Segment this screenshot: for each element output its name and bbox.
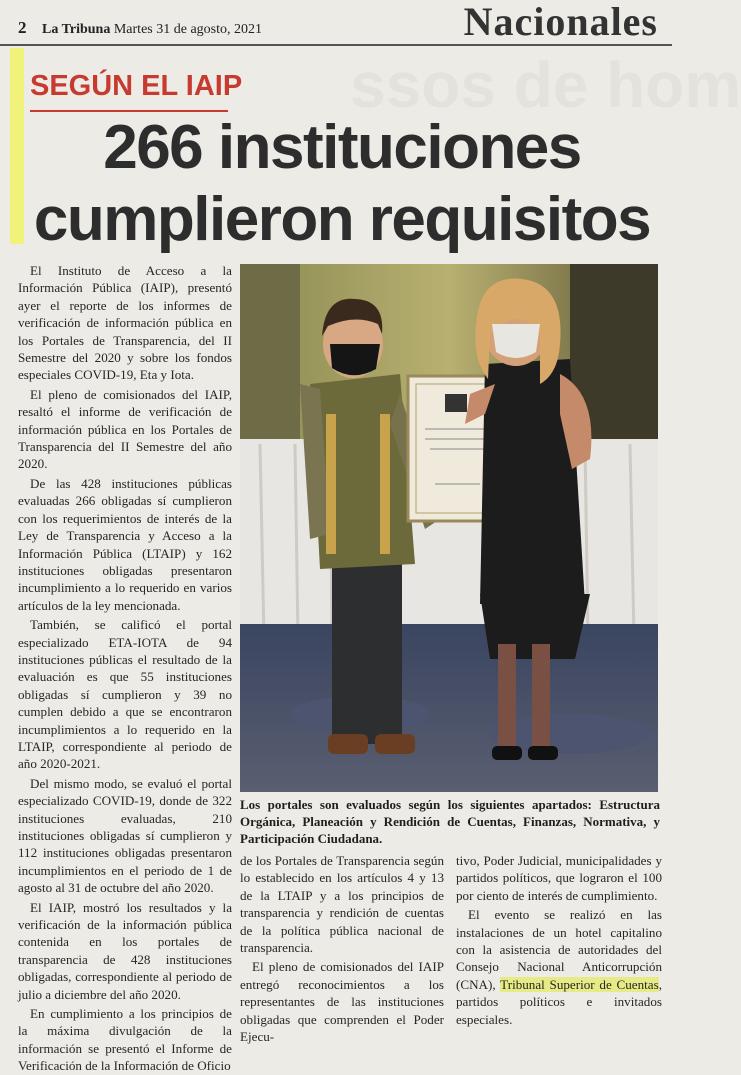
headline [22, 112, 662, 256]
paragraph [456, 906, 662, 1028]
page-number: 2 [18, 18, 27, 37]
article-column-3 [456, 852, 662, 1027]
highlighted-text: Tribunal Superior de Cuentas [500, 976, 659, 992]
page-header [0, 0, 672, 46]
paragraph: El IAIP, mostró los resultados y la verificación de la información pública contenida en los portales de transparencia de 428 instituciones obligadas, correspondiente al periodo de julio a diciembre del año 2020. [18, 899, 232, 1002]
paragraph: El Instituto de Acceso a la Información Pública (IAIP), presentó ayer el reporte de los informes de verificación de información pública en los Portales de Transparencia, del II Semestre del 2020 y sobre los fondos especiales COVID-19, Eta y Iota. [18, 263, 232, 383]
paragraph: tivo, Poder Judicial, municipalidades y partidos políticos, que lograron el 100 por ciento de interés de cumplimiento. [456, 853, 662, 903]
paragraph: También, se calificó el portal especializado ETA-IOTA de 94 instituciones públicas el resultado de la evaluación es que 55 instituciones obligadas sí cumplieron y 39 no cumplen debido a que se encontraron incumplimientos a lo requerido en la LTAIP, correspondiente al periodo de año 2020-2021. [18, 617, 232, 772]
article-column-1 [18, 262, 232, 1074]
article-column-2 [240, 852, 444, 1045]
newspaper-name: La Tribuna [42, 22, 111, 37]
background-headline: ssos de hom [350, 49, 741, 121]
photo-caption: Los portales son evaluados según los siguientes apartados: Estructura Orgánica, Planeación y Rendición de Cuentas, Finanzas, Normativa, y Participación Ciudadana. [240, 797, 660, 846]
paragraph: En cumplimiento a los principios de la máxima divulgación de la información se presentó el Informe de Verificación de la Información de Oficio [18, 1006, 232, 1074]
award-photo [240, 264, 658, 792]
headline-line-2: cumplieron requisitos [33, 185, 651, 254]
masthead-info [42, 22, 262, 38]
header-divider [0, 44, 672, 46]
paragraph: De las 428 instituciones públicas evaluadas 266 obligadas sí cumplieron con los requerimientos de interés de la Ley de Transparencia y Acceso a la Información Pública (LTAIP) y 162 instituciones obligadas presentaron incumplimiento a lo requerido en varios artículos de la ley mencionada. [18, 475, 232, 613]
paragraph: de los Portales de Transparencia según lo establecido en los artículos 4 y 13 de la LTAIP y a los principios de transparencia y rendición de cuentas de la política pública nacional de transparencia. [240, 853, 444, 956]
issue-date: Martes 31 de agosto, 2021 [113, 22, 263, 37]
paragraph: El pleno de comisionados del IAIP, resaltó el informe de verificación de información pública en los Portales de Transparencia del II Semestre del año 2020. [18, 386, 232, 472]
paragraph: El pleno de comisionados del IAIP entregó reconocimientos a los representantes de las instituciones obligadas que comprenden el Poder Ejecu- [240, 959, 444, 1045]
headline-line-1: 266 instituciones [103, 113, 581, 182]
section-title: Nacionales [463, 0, 658, 44]
photo-illustration [240, 264, 658, 792]
paragraph-text: , partidos políticos e invitados especiales. [456, 976, 662, 1027]
paragraph-text: El evento se realizó en las instalaciones de un hotel capitalino con la asistencia de autoridades del Consejo Nacional Anticorrupción (CNA), [456, 907, 662, 992]
paragraph: Del mismo modo, se evaluó el portal especializado COVID-19, donde de 322 instituciones evaluadas, 210 instituciones obligadas sí cumplieron y 112 instituciones obligadas presentaron incumplimientos en el periodo de 1 de agosto al 31 de octubre del año 2020. [18, 775, 232, 896]
kicker: SEGÚN EL IAIP [30, 70, 243, 102]
